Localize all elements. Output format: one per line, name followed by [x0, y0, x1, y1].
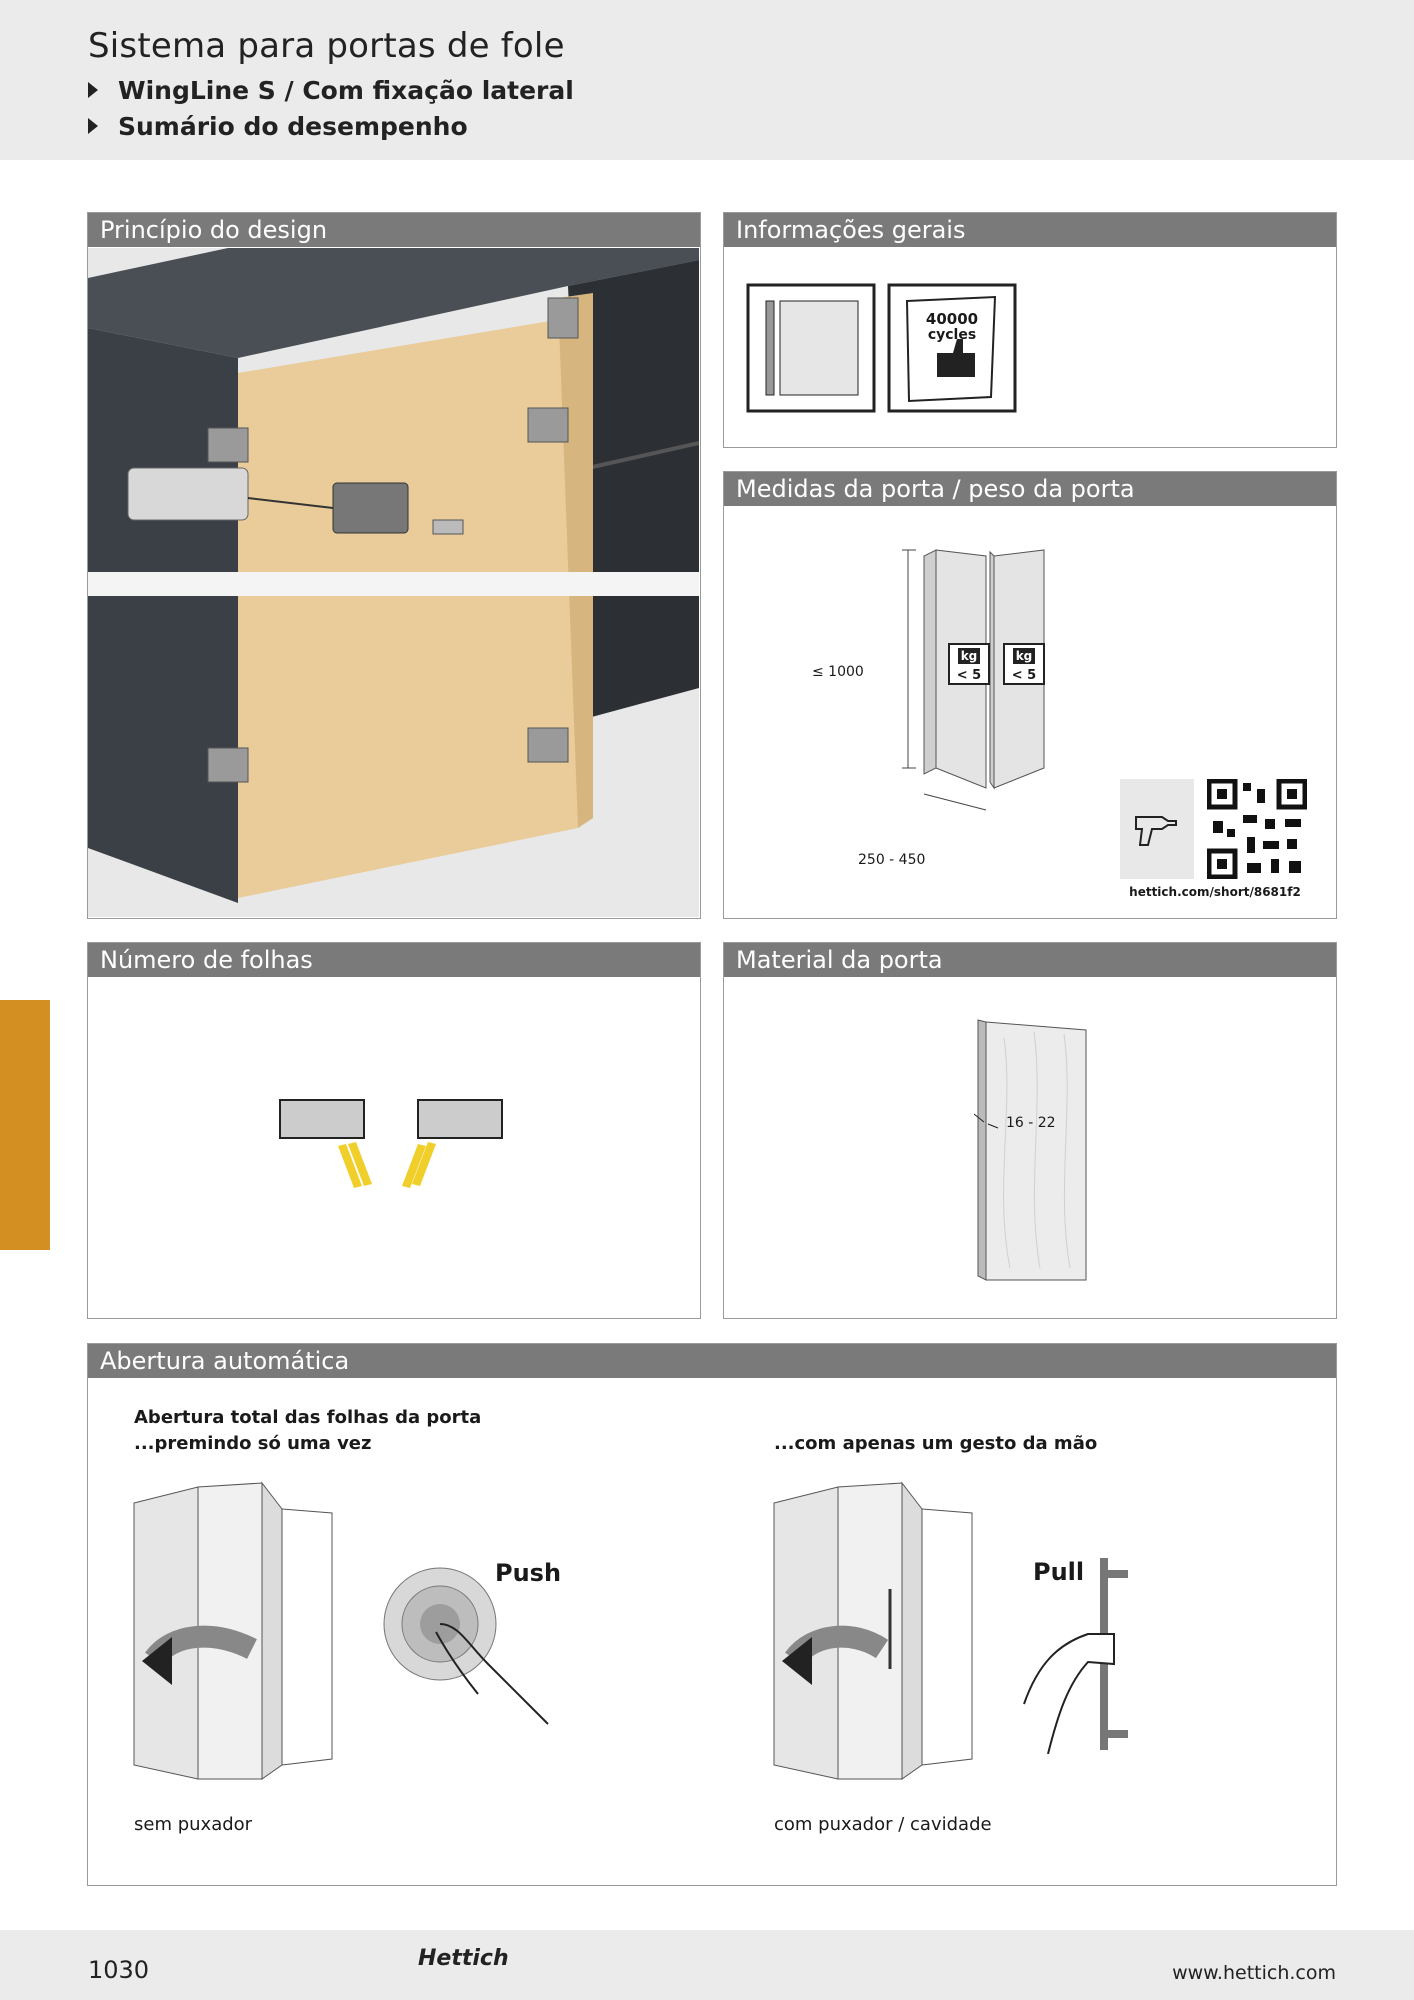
page-header	[0, 0, 1414, 160]
bifold-door-pull-drawing	[772, 1479, 992, 1799]
triangle-bullet-icon	[88, 82, 98, 98]
panel-door-measures	[723, 471, 1337, 919]
door-panel-drawing	[974, 1018, 1114, 1288]
left-heading-line2: ...premindo só uma vez	[134, 1433, 372, 1454]
panel-automatic-opening	[87, 1343, 1337, 1886]
push-label: Push	[495, 1559, 562, 1587]
height-label: ≤ 1000	[812, 664, 864, 680]
right-heading: ...com apenas um gesto da mão	[774, 1433, 1098, 1454]
panel-number-of-leaves	[87, 942, 701, 1319]
pull-label: Pull	[1033, 1558, 1085, 1586]
panel-title: Princípio do design	[88, 213, 700, 247]
left-heading-line1: Abertura total das folhas da porta	[134, 1407, 482, 1428]
scroll-cycles-icon	[887, 283, 1017, 413]
weight-value-right: < 5	[1011, 668, 1037, 683]
left-caption: sem puxador	[134, 1814, 253, 1835]
panel-title: Material da porta	[724, 943, 1336, 977]
chapter-tab	[0, 1000, 50, 1250]
subtitle-1: WingLine S / Com fixação lateral	[88, 76, 574, 105]
panel-title: Informações gerais	[724, 213, 1336, 247]
thickness-label: 16 - 22	[1006, 1115, 1056, 1131]
subtitle-2: Sumário do desempenho	[88, 112, 468, 141]
door-dimensions-drawing	[824, 542, 1124, 882]
cycles-label: cycles	[927, 327, 977, 343]
page-title: Sistema para portas de fole	[88, 26, 565, 66]
hettich-logo: Hettich	[418, 1946, 509, 1971]
cycles-number: 40000	[925, 310, 979, 328]
panel-design-principle	[87, 212, 701, 919]
width-label: 250 - 450	[858, 852, 926, 868]
website-link[interactable]: www.hettich.com	[1172, 1962, 1336, 1984]
leaves-diagram	[278, 1098, 538, 1208]
panel-title: Abertura automática	[88, 1344, 1336, 1378]
weight-unit-left: kg	[960, 649, 978, 663]
page-number: 1030	[88, 1956, 150, 1984]
right-caption: com puxador / cavidade	[774, 1814, 992, 1835]
panel-title: Número de folhas	[88, 943, 700, 977]
qr-url[interactable]: hettich.com/short/8681f2	[1129, 885, 1301, 899]
drill-icon	[1120, 779, 1194, 879]
weight-value-left: < 5	[956, 668, 982, 683]
cabinet-illustration	[88, 248, 699, 917]
panel-title: Medidas da porta / peso da porta	[724, 472, 1336, 506]
qr-code-icon[interactable]	[1207, 779, 1307, 879]
weight-unit-right: kg	[1015, 649, 1033, 663]
door-type-icon	[746, 283, 876, 413]
bifold-door-push-drawing	[132, 1479, 352, 1799]
panel-general-info	[723, 212, 1337, 448]
triangle-bullet-icon	[88, 118, 98, 134]
panel-door-material	[723, 942, 1337, 1319]
